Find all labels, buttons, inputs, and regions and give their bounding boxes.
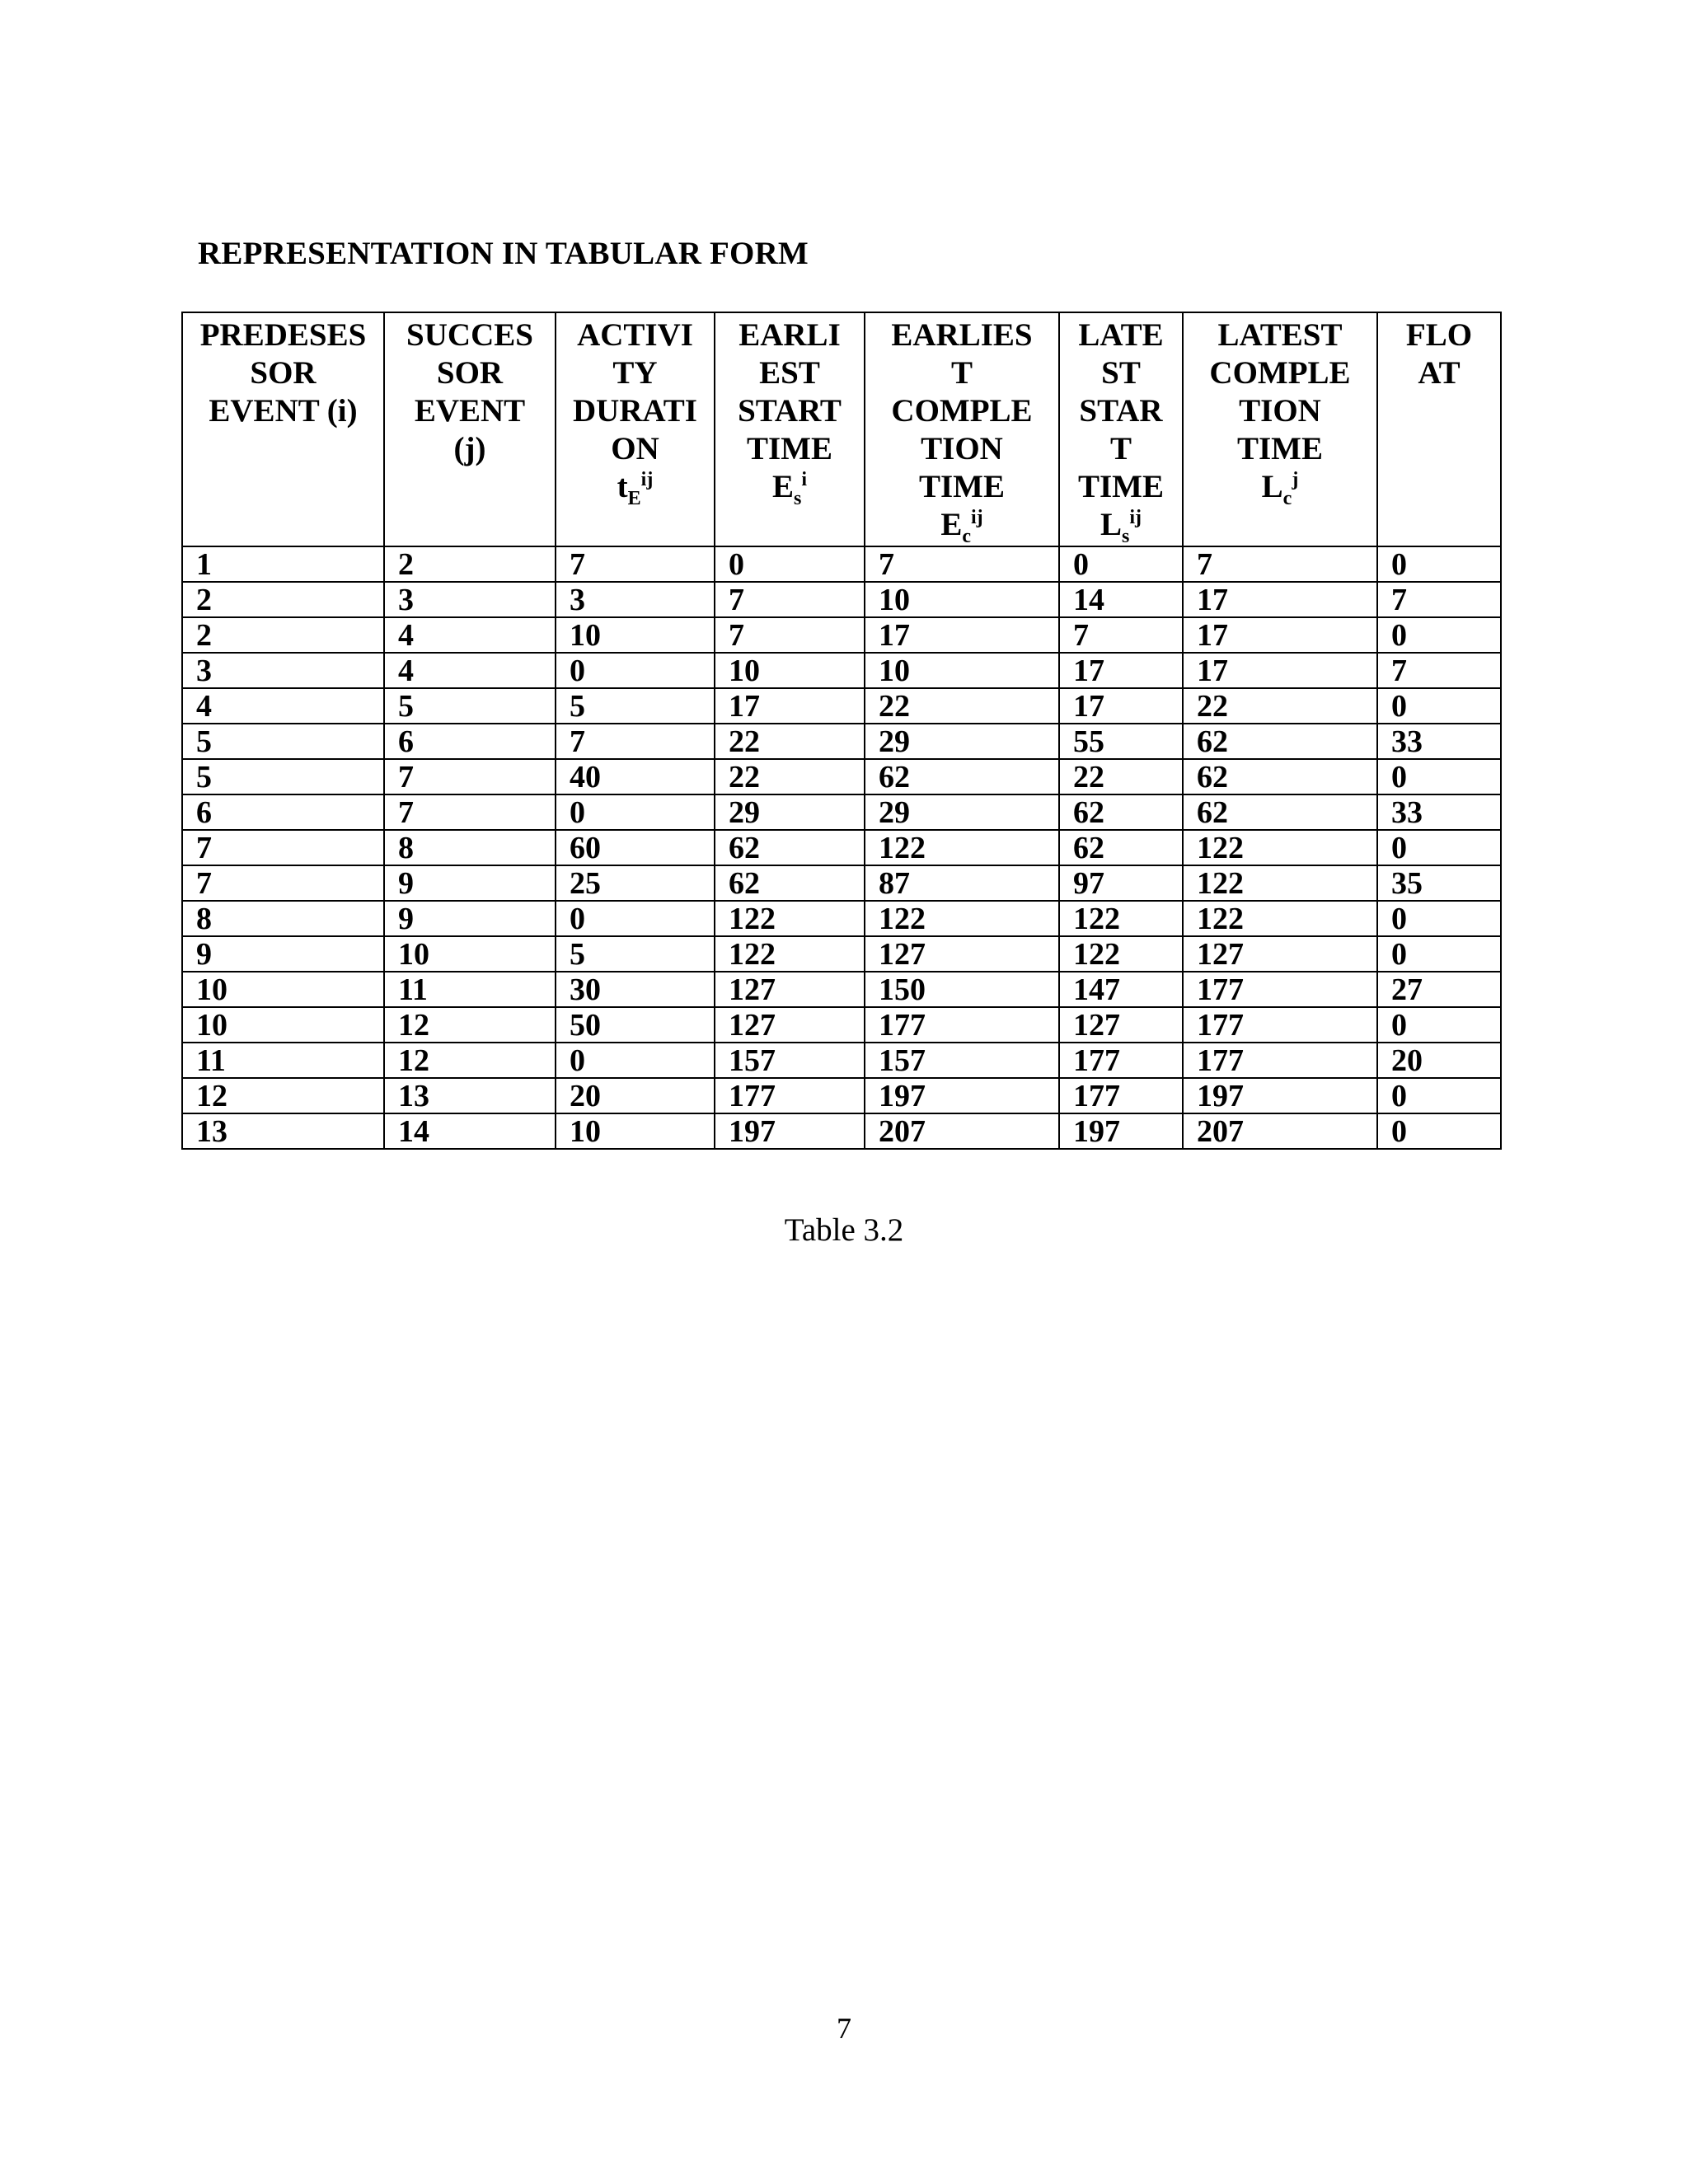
table-row — [182, 972, 1501, 1007]
symbol-subscript: E — [627, 487, 641, 509]
table-cell: 4 — [384, 653, 556, 688]
header-line: DURATI — [573, 393, 697, 429]
table-cell: 197 — [1183, 1078, 1377, 1113]
header-line: EST — [759, 355, 820, 391]
symbol-superscript: ij — [1129, 507, 1142, 528]
table-cell: 3 — [556, 582, 715, 617]
table-cell: 7 — [715, 582, 865, 617]
table-cell: 22 — [1183, 688, 1377, 724]
table-cell: 62 — [1183, 794, 1377, 830]
header-line: TIME — [746, 431, 832, 466]
table-cell: 5 — [182, 724, 384, 759]
table-cell: 62 — [1183, 724, 1377, 759]
table-row — [182, 901, 1501, 936]
table-cell: 1 — [182, 546, 384, 582]
table-cell: 127 — [865, 936, 1059, 972]
header-line: SOR — [436, 355, 504, 391]
header-line: EVENT — [414, 393, 526, 429]
table-cell: 127 — [1183, 936, 1377, 972]
symbol-superscript: i — [801, 469, 808, 490]
table-cell: 0 — [556, 794, 715, 830]
table-caption: Table 3.2 — [784, 1212, 904, 1248]
table-cell: 5 — [556, 688, 715, 724]
header-line: AT — [1418, 355, 1461, 391]
header-line: T — [1109, 431, 1132, 466]
table-cell: 33 — [1377, 794, 1501, 830]
earliest-start-time-header — [715, 312, 865, 546]
table-row — [182, 653, 1501, 688]
header-symbol — [1185, 468, 1375, 509]
header-line: PREDESES — [199, 317, 367, 353]
table-cell: 22 — [865, 688, 1059, 724]
table-row — [182, 724, 1501, 759]
successor-event-header — [384, 312, 556, 546]
table-cell: 10 — [865, 582, 1059, 617]
header-line: SOR — [250, 355, 316, 391]
table-cell: 0 — [1377, 688, 1501, 724]
table-cell: 11 — [182, 1043, 384, 1078]
table-cell: 177 — [715, 1078, 865, 1113]
table-cell: 0 — [1377, 1113, 1501, 1149]
table-cell: 122 — [865, 830, 1059, 865]
header-symbol — [1062, 506, 1180, 547]
header-line: LATEST — [1217, 317, 1343, 353]
table-cell: 8 — [384, 830, 556, 865]
header-line: EVENT (i) — [209, 393, 358, 429]
table-cell: 0 — [1377, 830, 1501, 865]
table-cell: 207 — [865, 1113, 1059, 1149]
table-cell: 17 — [715, 688, 865, 724]
table-cell: 10 — [182, 1007, 384, 1043]
table-row — [182, 688, 1501, 724]
table-cell: 10 — [715, 653, 865, 688]
table-cell: 7 — [556, 546, 715, 582]
table-cell: 62 — [715, 830, 865, 865]
page-heading: REPRESENTATION IN TABULAR FORM — [198, 236, 809, 271]
table-cell: 7 — [384, 759, 556, 794]
table-cell: 7 — [865, 546, 1059, 582]
table-cell: 7 — [715, 617, 865, 653]
header-symbol — [558, 468, 712, 509]
header-line: (j) — [453, 431, 486, 466]
table-cell: 6 — [384, 724, 556, 759]
table-cell: 0 — [1377, 936, 1501, 972]
symbol-base: E — [940, 507, 963, 542]
table-cell: 87 — [865, 865, 1059, 901]
table-cell: 147 — [1059, 972, 1183, 1007]
header-line: ST — [1101, 355, 1141, 391]
header-line: EARLIES — [891, 317, 1033, 353]
table-cell: 0 — [556, 1043, 715, 1078]
table-row — [182, 865, 1501, 901]
table-cell: 177 — [1059, 1078, 1183, 1113]
symbol-base: L — [1100, 507, 1122, 542]
header-line: STAR — [1079, 393, 1163, 429]
table-cell: 0 — [556, 901, 715, 936]
table-cell: 17 — [865, 617, 1059, 653]
symbol-subscript: s — [1122, 525, 1130, 547]
table-cell: 55 — [1059, 724, 1183, 759]
symbol-superscript: j — [1292, 469, 1299, 490]
table-cell: 17 — [1183, 653, 1377, 688]
table-cell: 62 — [1059, 794, 1183, 830]
table-cell: 2 — [182, 582, 384, 617]
activity-duration-header — [556, 312, 715, 546]
header-row — [182, 312, 1501, 546]
symbol-base: t — [617, 469, 628, 504]
header-line: TION — [921, 431, 1003, 466]
table-cell: 33 — [1377, 724, 1501, 759]
header-line: SUCCES — [406, 317, 533, 353]
table-cell: 177 — [865, 1007, 1059, 1043]
table-cell: 7 — [556, 724, 715, 759]
table-cell: 3 — [384, 582, 556, 617]
table-cell: 27 — [1377, 972, 1501, 1007]
table-cell: 122 — [1183, 865, 1377, 901]
table-cell: 29 — [865, 794, 1059, 830]
header-line: T — [950, 355, 973, 391]
table-cell: 3 — [182, 653, 384, 688]
table-cell: 150 — [865, 972, 1059, 1007]
table-cell: 10 — [556, 617, 715, 653]
symbol-base: E — [771, 469, 794, 504]
table-cell: 9 — [182, 936, 384, 972]
table-row — [182, 617, 1501, 653]
predecessor-event-header — [182, 312, 384, 546]
table-cell: 2 — [182, 617, 384, 653]
table-cell: 177 — [1183, 1007, 1377, 1043]
symbol-superscript: ij — [640, 469, 654, 490]
table-cell: 122 — [1183, 830, 1377, 865]
table-cell: 7 — [1377, 582, 1501, 617]
table-cell: 20 — [556, 1078, 715, 1113]
table-cell: 62 — [1183, 759, 1377, 794]
cpm-table — [181, 312, 1502, 1150]
table-cell: 10 — [865, 653, 1059, 688]
header-symbol — [867, 506, 1057, 547]
latest-start-time-header — [1059, 312, 1183, 546]
table-cell: 29 — [715, 794, 865, 830]
header-line: COMPLE — [891, 393, 1033, 429]
symbol-superscript: ij — [971, 507, 983, 528]
table-cell: 25 — [556, 865, 715, 901]
header-line: LATE — [1078, 317, 1164, 353]
table-cell: 17 — [1059, 688, 1183, 724]
symbol-subscript: c — [962, 525, 971, 547]
table-row — [182, 1113, 1501, 1149]
table-row — [182, 830, 1501, 865]
table-row — [182, 582, 1501, 617]
table-cell: 197 — [715, 1113, 865, 1149]
table-cell: 177 — [1059, 1043, 1183, 1078]
table-cell: 197 — [1059, 1113, 1183, 1149]
symbol-base: L — [1261, 469, 1283, 504]
table-cell: 60 — [556, 830, 715, 865]
table-cell: 0 — [1377, 1078, 1501, 1113]
table-cell: 0 — [1377, 617, 1501, 653]
header-line: TIME — [918, 469, 1005, 504]
table-cell: 62 — [715, 865, 865, 901]
table-cell: 22 — [715, 724, 865, 759]
symbol-subscript: c — [1282, 487, 1292, 509]
table-cell: 122 — [1183, 901, 1377, 936]
table-cell: 14 — [384, 1113, 556, 1149]
table-cell: 0 — [1059, 546, 1183, 582]
table-cell: 17 — [1183, 617, 1377, 653]
table-body — [182, 546, 1501, 1149]
table-row — [182, 936, 1501, 972]
table-row — [182, 794, 1501, 830]
table-cell: 5 — [182, 759, 384, 794]
table-cell: 10 — [182, 972, 384, 1007]
table-cell: 14 — [1059, 582, 1183, 617]
table-cell: 177 — [1183, 1043, 1377, 1078]
table-cell: 0 — [556, 653, 715, 688]
header-line: EARLI — [738, 317, 841, 353]
table-cell: 197 — [865, 1078, 1059, 1113]
table-cell: 50 — [556, 1007, 715, 1043]
table-cell: 12 — [384, 1007, 556, 1043]
symbol-subscript: s — [794, 487, 802, 509]
table-cell: 0 — [1377, 1007, 1501, 1043]
table-cell: 207 — [1183, 1113, 1377, 1149]
table-cell: 9 — [384, 901, 556, 936]
table-cell: 122 — [1059, 901, 1183, 936]
table-row — [182, 1078, 1501, 1113]
table-cell: 9 — [384, 865, 556, 901]
header-line: ACTIVI — [577, 317, 693, 353]
table-cell: 13 — [182, 1113, 384, 1149]
header-line: START — [738, 393, 842, 429]
table-cell: 6 — [182, 794, 384, 830]
table-cell: 10 — [556, 1113, 715, 1149]
latest-completion-time-header — [1183, 312, 1377, 546]
table-cell: 30 — [556, 972, 715, 1007]
table-cell: 2 — [384, 546, 556, 582]
table-cell: 0 — [1377, 759, 1501, 794]
header-line: TION — [1239, 393, 1321, 429]
table-cell: 127 — [715, 1007, 865, 1043]
table-cell: 20 — [1377, 1043, 1501, 1078]
table-cell: 122 — [865, 901, 1059, 936]
table-row — [182, 759, 1501, 794]
page-number: 7 — [837, 2012, 851, 2045]
table-cell: 7 — [1059, 617, 1183, 653]
header-line: COMPLE — [1209, 355, 1351, 391]
table-cell: 97 — [1059, 865, 1183, 901]
table-cell: 5 — [384, 688, 556, 724]
header-line: FLO — [1405, 317, 1473, 353]
table-cell: 7 — [182, 865, 384, 901]
table-cell: 122 — [715, 901, 865, 936]
table-cell: 5 — [556, 936, 715, 972]
table-cell: 4 — [384, 617, 556, 653]
header-line: TY — [612, 355, 658, 391]
table-cell: 22 — [715, 759, 865, 794]
table-cell: 62 — [865, 759, 1059, 794]
table-cell: 127 — [1059, 1007, 1183, 1043]
float-header — [1377, 312, 1501, 546]
table-cell: 40 — [556, 759, 715, 794]
table-cell: 62 — [1059, 830, 1183, 865]
table-cell: 122 — [1059, 936, 1183, 972]
table-cell: 8 — [182, 901, 384, 936]
header-symbol — [717, 468, 862, 509]
header-line: TIME — [1236, 431, 1323, 466]
table-cell: 127 — [715, 972, 865, 1007]
table-cell: 7 — [1183, 546, 1377, 582]
table-cell: 17 — [1183, 582, 1377, 617]
table-cell: 7 — [1377, 653, 1501, 688]
header-line: ON — [611, 431, 659, 466]
table-cell: 0 — [1377, 901, 1501, 936]
earliest-completion-time-header — [865, 312, 1059, 546]
table-cell: 122 — [715, 936, 865, 972]
table-cell: 177 — [1183, 972, 1377, 1007]
table-cell: 17 — [1059, 653, 1183, 688]
table-cell: 10 — [384, 936, 556, 972]
table-cell: 22 — [1059, 759, 1183, 794]
table-row — [182, 1043, 1501, 1078]
table-cell: 7 — [182, 830, 384, 865]
table-cell: 12 — [384, 1043, 556, 1078]
table-cell: 0 — [715, 546, 865, 582]
table-cell: 12 — [182, 1078, 384, 1113]
table-cell: 4 — [182, 688, 384, 724]
table-cell: 157 — [715, 1043, 865, 1078]
table-cell: 0 — [1377, 546, 1501, 582]
table-row — [182, 546, 1501, 582]
table-cell: 29 — [865, 724, 1059, 759]
table-cell: 13 — [384, 1078, 556, 1113]
table-cell: 7 — [384, 794, 556, 830]
table-cell: 157 — [865, 1043, 1059, 1078]
header-line: TIME — [1077, 469, 1164, 504]
table-row — [182, 1007, 1501, 1043]
table-cell: 11 — [384, 972, 556, 1007]
table-cell: 35 — [1377, 865, 1501, 901]
